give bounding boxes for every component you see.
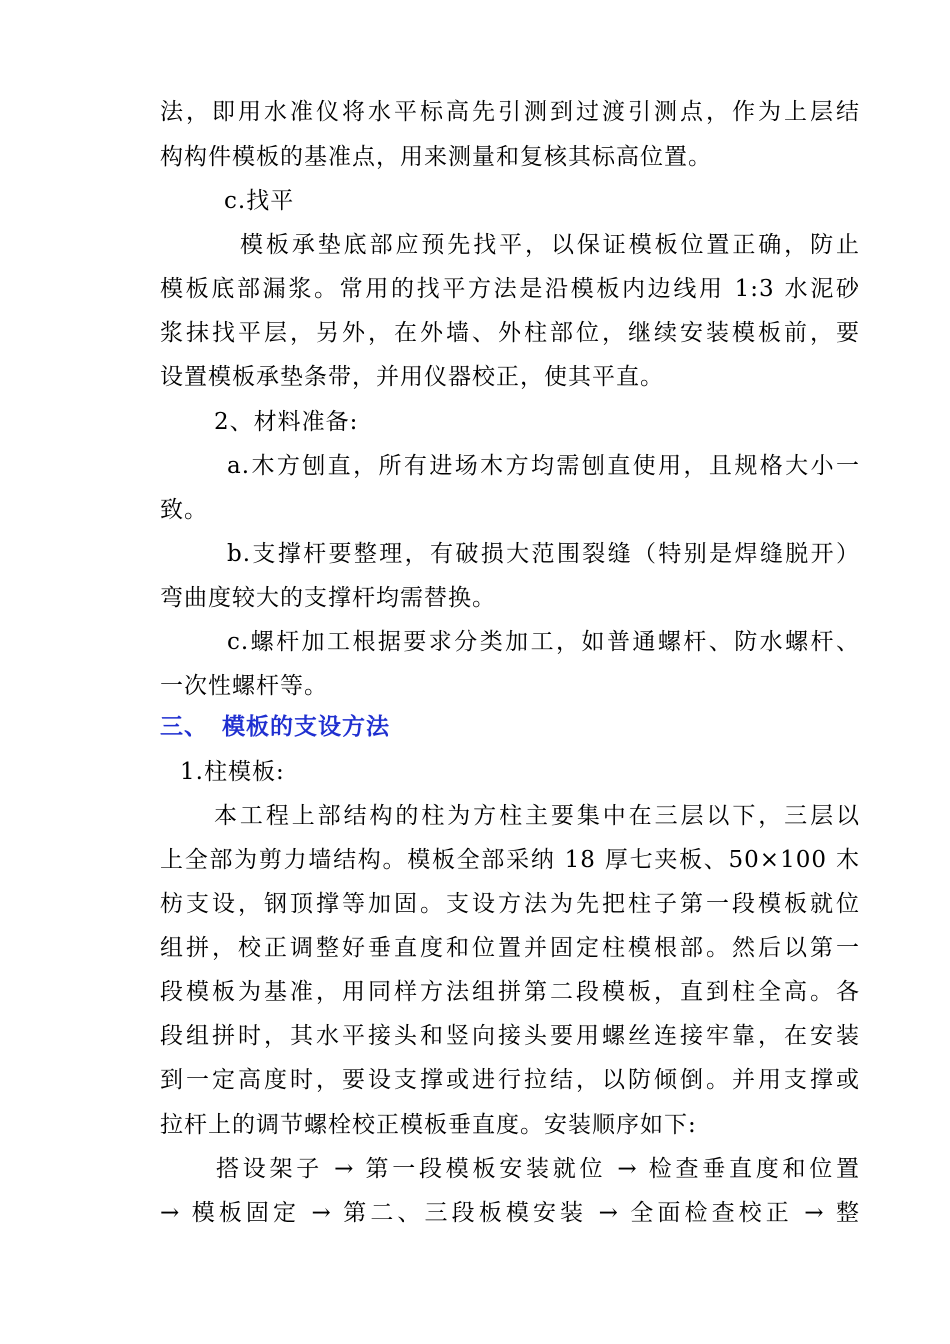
paragraph-line: 法，即用水准仪将水平标高先引测到过渡引测点，作为上层结 [160, 99, 860, 125]
paragraph-line: 浆抹找平层，另外，在外墙、外柱部位，继续安装模板前，要 [160, 320, 860, 346]
paragraph-line: 拉杆上的调节螺栓校正模板垂直度。安装顺序如下: [160, 1112, 697, 1138]
paragraph-line: 枋支设，钢顶撑等加固。支设方法为先把柱子第一段模板就位 [160, 891, 860, 917]
subheading-line: c.找平 [224, 188, 295, 214]
paragraph-line: 模板底部漏浆。常用的找平方法是沿模板内边线用 1:3 水泥砂 [160, 276, 860, 302]
paragraph-line: 弯曲度较大的支撑杆均需替换。 [160, 585, 496, 611]
paragraph-line: 搭设架子 → 第一段模板安装就位 → 检查垂直度和位置 [216, 1156, 860, 1182]
paragraph-line: 设置模板承垫条带，并用仪器校正，使其平直。 [160, 364, 664, 390]
paragraph-line: c.螺杆加工根据要求分类加工，如普通螺杆、防水螺杆、 [227, 629, 860, 655]
paragraph-line: 构构件模板的基准点，用来测量和复核其标高位置。 [160, 144, 712, 170]
paragraph-line: 模板承垫底部应预先找平，以保证模板位置正确，防止 [240, 232, 860, 258]
section-heading-title: 模板的支设方法 [222, 714, 390, 740]
paragraph-line: 一次性螺杆等。 [160, 673, 328, 699]
subheading-line: 2、材料准备: [214, 409, 359, 435]
paragraph-line: 到一定高度时，要设支撑或进行拉结，以防倾倒。并用支撑或 [160, 1067, 860, 1093]
paragraph-line: 致。 [160, 497, 208, 523]
paragraph-line: 上全部为剪力墙结构。模板全部采纳 18 厚七夹板、50×100 木 [160, 847, 860, 873]
paragraph-line: a.木方刨直，所有进场木方均需刨直使用，且规格大小一 [227, 453, 860, 479]
paragraph-line: 段组拼时，其水平接头和竖向接头要用螺丝连接牢靠，在安装 [160, 1023, 860, 1049]
paragraph-line: b.支撑杆要整理，有破损大范围裂缝（特别是焊缝脱开） [227, 541, 860, 567]
section-heading [160, 712, 860, 742]
paragraph-line: → 模板固定 → 第二、三段板模安装 → 全面检查校正 → 整 [160, 1200, 860, 1226]
paragraph-line: 本工程上部结构的柱为方柱主要集中在三层以下，三层以 [214, 803, 860, 829]
paragraph-line: 段模板为基准，用同样方法组拼第二段模板，直到柱全高。各 [160, 979, 860, 1005]
section-heading-number: 三、 [160, 714, 208, 740]
paragraph-line: 组拼，校正调整好垂直度和位置并固定柱模根部。然后以第一 [160, 935, 860, 961]
subheading-line: 1.柱模板: [180, 759, 285, 785]
